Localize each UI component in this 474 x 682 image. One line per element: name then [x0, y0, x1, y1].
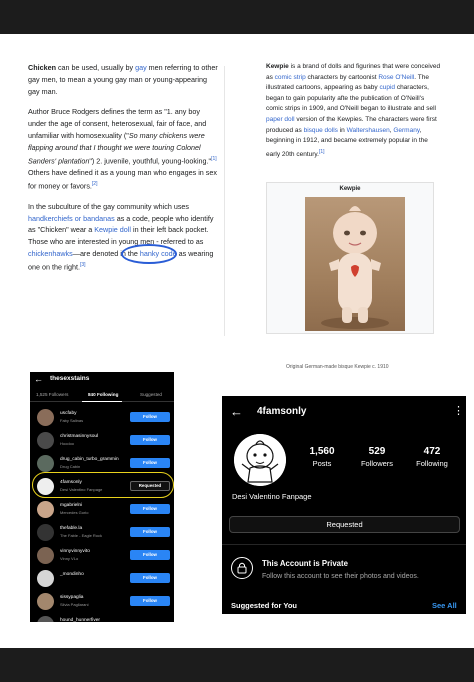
following-label: Following: [416, 459, 448, 468]
row-fullname: Drug Cabin: [60, 464, 81, 469]
following-list-screenshot: [30, 372, 174, 622]
text: In the subculture of the gay community which uses: [28, 201, 190, 211]
text: ") 2. juvenile, youthful, young-looking.": [89, 155, 212, 165]
text: Author Bruce Rodgers defines the term as "1. any boy under the age of consent, heterosexual, fair of face, and unfamiliar with homosexuality (": [28, 107, 207, 140]
avatar[interactable]: [37, 524, 54, 541]
row-fullname: Hoodoo: [60, 441, 75, 446]
row-username[interactable]: thefable.la: [60, 526, 83, 531]
hanky-code-link[interactable]: hanky code: [139, 248, 177, 258]
requested-button[interactable]: Requested: [229, 516, 460, 533]
private-subtitle: Follow this account to see their photos and videos.: [262, 573, 419, 580]
more-options-icon[interactable]: ⋮: [453, 405, 464, 417]
text: . The illustrated cartoons, appearing as baby: [266, 73, 429, 92]
kewpie-doll-photo[interactable]: [305, 197, 405, 331]
row-username[interactable]: drug_cabin_turbo_grammin: [60, 457, 119, 462]
rose-oneill-link[interactable]: Rose O'Neill: [378, 73, 415, 81]
avatar[interactable]: [234, 434, 286, 486]
followers-count: 529: [368, 446, 386, 457]
row-username[interactable]: vinnyvinnyvito: [60, 549, 90, 554]
infobox-title: Kewpie: [339, 186, 361, 192]
avatar[interactable]: [37, 547, 54, 564]
avatar[interactable]: [37, 570, 54, 587]
row-username[interactable]: hound_hunnerfiver: [60, 618, 101, 622]
top-black-bar: [0, 0, 474, 34]
germany-link[interactable]: Germany: [393, 126, 420, 134]
follow-button[interactable]: Follow: [130, 412, 170, 422]
following-row[interactable]: [30, 590, 174, 613]
posts-count: 1,560: [309, 446, 335, 457]
kewpie-term: Kewpie: [266, 63, 289, 70]
text: characters, began to gain popularity afte the publication of O'Neill's comic strips in 1909, and O'Neill began to illustrate and sell: [266, 84, 436, 113]
lock-icon: [231, 557, 253, 579]
following-row[interactable]: [30, 498, 174, 521]
tab-following[interactable]: 840 Following: [88, 392, 119, 397]
following-stat[interactable]: [407, 446, 457, 468]
see-all-link[interactable]: See All: [432, 601, 457, 610]
kewpie-doll-link[interactable]: Kewpie doll: [94, 225, 131, 235]
posts-stat[interactable]: [297, 446, 347, 468]
private-title: This Account is Private: [262, 559, 348, 568]
text: —are denoted in the: [72, 248, 140, 258]
chicken-term: Chicken: [28, 63, 56, 72]
follow-button[interactable]: Follow: [130, 573, 170, 583]
row-fullname: Faby Salinas: [60, 418, 84, 423]
cupid-link[interactable]: cupid: [379, 84, 396, 92]
following-row[interactable]: [30, 567, 174, 590]
gay-link[interactable]: gay: [135, 63, 147, 72]
requested-button[interactable]: Requested: [130, 481, 170, 491]
text: is a brand of dolls and figurines that were conceived as: [266, 63, 441, 81]
follow-button[interactable]: Follow: [130, 596, 170, 606]
private-profile-screenshot: [222, 396, 466, 614]
profile-username: 4famsonly: [257, 406, 307, 417]
following-count: 472: [423, 446, 441, 457]
active-tab-indicator: [82, 401, 122, 402]
back-arrow-icon[interactable]: ←: [230, 404, 243, 419]
followers-stat[interactable]: [352, 446, 402, 468]
kewpie-caption: Original German-made bisque Kewpie c. 1910: [286, 364, 389, 370]
kewpie-article: [266, 62, 442, 161]
following-row[interactable]: [30, 544, 174, 567]
text: in: [337, 126, 347, 134]
text: in their left back pocket. Those who are interested in young men - referred to as: [28, 225, 209, 247]
avatar[interactable]: [37, 432, 54, 449]
ref-3[interactable]: [3]: [79, 261, 86, 268]
text: as wearing one on the right.: [28, 248, 214, 272]
bisque-dolls-link[interactable]: bisque dolls: [303, 126, 338, 134]
follow-button[interactable]: Follow: [130, 435, 170, 445]
tab-followers[interactable]: 1,525 Followers: [36, 392, 69, 397]
row-fullname: Desi Valentino Fanpage: [60, 487, 103, 492]
row-username[interactable]: mgabrielni: [60, 503, 83, 508]
chicken-paragraph-2: [28, 106, 218, 191]
waltershausen-link[interactable]: Waltershausen: [346, 126, 390, 134]
column-divider: [224, 66, 225, 336]
follow-button[interactable]: Follow: [130, 458, 170, 468]
posts-label: Posts: [312, 459, 332, 468]
following-row[interactable]: [30, 521, 174, 544]
follow-button[interactable]: Follow: [130, 550, 170, 560]
following-row[interactable]: [30, 406, 174, 429]
ref-1[interactable]: [1]: [319, 148, 325, 155]
text: men referring to other gay men, to mean a young gay man or young-appearing gay man.: [28, 63, 218, 96]
highlight-ring: [32, 472, 174, 498]
text: characters by cartoonist: [305, 73, 379, 81]
chicken-paragraph-1: [28, 62, 218, 97]
chickenhawks-link[interactable]: chickenhawks: [28, 248, 73, 258]
paper-doll-link[interactable]: paper doll: [266, 115, 295, 123]
bottom-black-bar: [0, 648, 474, 682]
kewpie-highlight-circle: [121, 244, 177, 264]
kewpie-doll-illustration: [305, 197, 405, 331]
chicken-paragraph-3: [28, 201, 218, 273]
comic-strip-link[interactable]: comic strip: [274, 73, 306, 81]
kewpie-infobox: [266, 182, 434, 334]
avatar[interactable]: [37, 501, 54, 518]
kewpie-avatar-icon: [234, 434, 286, 486]
text: Others have defined it as a young man who engages in sex for money or favors.: [28, 167, 217, 190]
follow-button[interactable]: Follow: [130, 504, 170, 514]
text: as a code, people who identify as "Chicken" wear a: [28, 213, 214, 235]
back-arrow-icon[interactable]: ←: [34, 374, 43, 384]
following-row[interactable]: [30, 613, 174, 622]
quote: So many chickens were flapping around that I thought we were touring Colonel Sanders' plantation: [28, 130, 205, 165]
handkerchiefs-link[interactable]: handkerchiefs or bandanas: [28, 213, 115, 223]
text: ,: [389, 126, 394, 134]
avatar[interactable]: [37, 616, 54, 622]
row-username[interactable]: christmasinnysoul: [60, 434, 99, 439]
ref-1[interactable]: [1]: [211, 155, 217, 162]
tab-suggested[interactable]: Suggested: [140, 392, 162, 397]
profile-username: thesexstains: [50, 375, 90, 382]
text: version of the Kewpies. The characters were first produced as: [266, 115, 437, 134]
row-username[interactable]: uscfaby: [60, 411, 77, 416]
following-row[interactable]: [30, 429, 174, 452]
lock-glyph: [232, 558, 252, 578]
row-fullname: Mercedes Gorio: [60, 510, 89, 515]
row-fullname: Vinny VLo: [60, 556, 79, 561]
text: can be used, usually by: [55, 63, 136, 72]
suggested-heading: Suggested for You: [231, 601, 297, 610]
followers-label: Followers: [360, 459, 394, 468]
follow-button[interactable]: Follow: [130, 527, 170, 537]
row-fullname: Silvia Pagliarani: [60, 602, 89, 607]
text: , beginning in 1912, and became extremely popular in the early 20th century.: [266, 126, 428, 158]
ref-2[interactable]: [2]: [91, 180, 98, 187]
row-username[interactable]: sissypaglia: [60, 595, 84, 600]
divider: [222, 544, 466, 545]
avatar[interactable]: [37, 409, 54, 426]
avatar[interactable]: [37, 455, 54, 472]
profile-bio: Desi Valentino Fanpage: [232, 492, 312, 501]
follow-tabs: [30, 388, 174, 402]
following-header: [30, 372, 174, 388]
row-username[interactable]: 4famsonly: [60, 480, 82, 485]
avatar[interactable]: [37, 593, 54, 610]
row-username[interactable]: _mondinho: [60, 572, 84, 577]
row-fullname: The Fable - Eagle Rock: [60, 533, 103, 538]
